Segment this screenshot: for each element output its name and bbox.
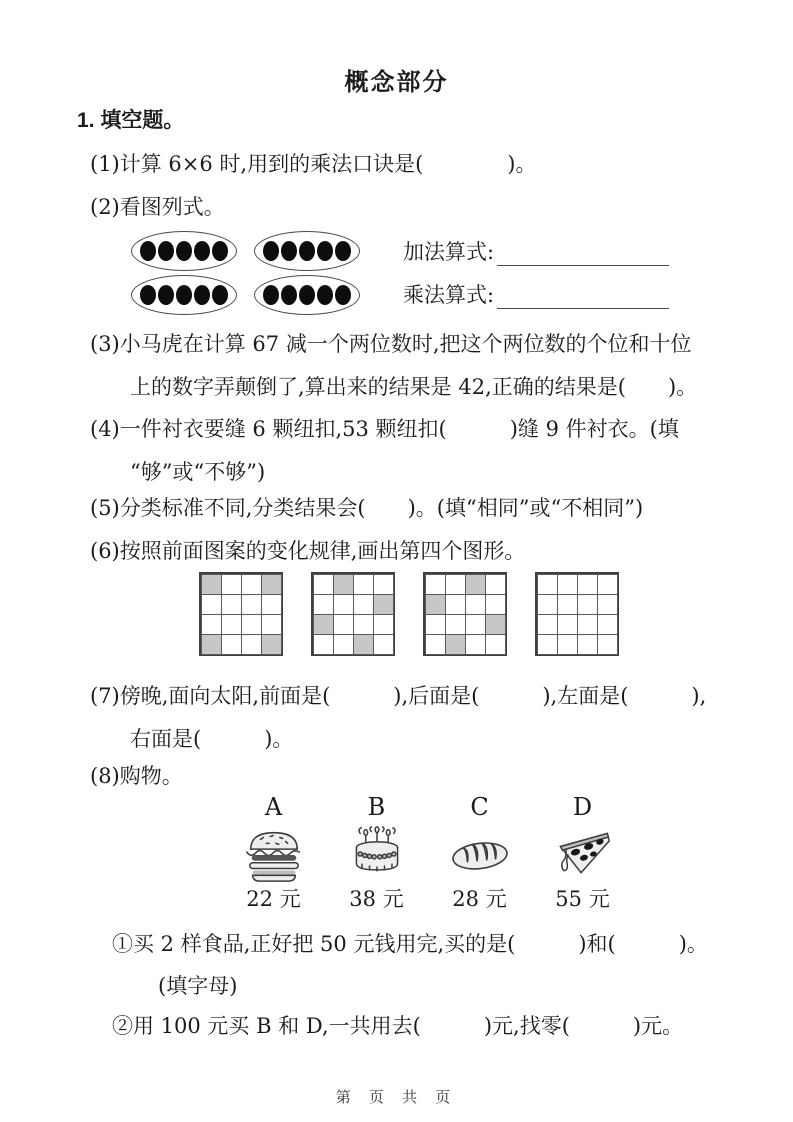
shaded-grid-cell — [425, 594, 446, 615]
grid-cell — [425, 574, 446, 595]
grid-cell — [221, 614, 242, 635]
shaded-grid-cell — [485, 614, 506, 635]
counter-dot — [158, 241, 174, 261]
grid-cell — [333, 634, 354, 655]
food-item — [325, 792, 428, 912]
counter-dot — [140, 241, 156, 261]
cake-icon — [347, 824, 407, 884]
food-price: 38 元 — [349, 887, 404, 911]
grid-cell — [333, 614, 354, 635]
food-letter: C — [470, 793, 489, 821]
dots-figure — [131, 231, 360, 315]
food-letter: A — [264, 793, 283, 821]
foods-row — [222, 792, 634, 912]
counter-dot — [335, 285, 351, 305]
food-price: 28 元 — [452, 887, 507, 911]
pattern-grid — [423, 572, 507, 656]
grid-cell — [313, 594, 334, 615]
food-price: 55 元 — [555, 887, 610, 911]
grid-cell — [201, 594, 222, 615]
counter-dot — [317, 241, 333, 261]
grid-cell — [485, 594, 506, 615]
shaded-grid-cell — [353, 634, 374, 655]
counter-dot — [317, 285, 333, 305]
grid-cell — [557, 634, 578, 655]
grid-cell — [241, 614, 262, 635]
counter-dot — [335, 241, 351, 261]
burger-icon — [243, 824, 305, 884]
grid-cell — [373, 574, 394, 595]
counter-dot — [176, 241, 192, 261]
page-footer: 第 页 共 页 — [335, 1089, 458, 1106]
grid-cell — [241, 574, 262, 595]
section-heading: 1. 填空题。 — [77, 109, 185, 132]
counter-dot — [299, 241, 315, 261]
grid-cell — [261, 614, 282, 635]
shaded-grid-cell — [445, 634, 466, 655]
grid-cell — [221, 574, 242, 595]
counter-dot — [281, 285, 297, 305]
food-item — [531, 792, 634, 912]
addition-answer-blank — [497, 239, 669, 266]
grid-cell — [577, 594, 598, 615]
grid-cell — [353, 614, 374, 635]
grid-cell — [373, 614, 394, 635]
multiplication-answer-blank — [497, 282, 669, 309]
grid-cell — [261, 594, 282, 615]
counter-dot — [158, 285, 174, 305]
grid-cell — [313, 574, 334, 595]
multiplication-equation-label: 乘法算式: — [403, 283, 495, 307]
food-item — [222, 792, 325, 912]
multiplication-equation-row — [403, 281, 669, 309]
grid-cell — [425, 634, 446, 655]
question-8-sub1-line2: (填字母) — [158, 974, 238, 998]
grid-cell — [597, 634, 618, 655]
food-letter: D — [572, 793, 593, 821]
grid-cell — [201, 614, 222, 635]
bread-icon — [448, 824, 512, 884]
shaded-grid-cell — [261, 574, 282, 595]
counter-dot — [140, 285, 156, 305]
grid-cell — [557, 594, 578, 615]
counter-dot — [263, 241, 279, 261]
grid-cell — [425, 614, 446, 635]
grid-cell — [537, 594, 558, 615]
grid-cell — [445, 594, 466, 615]
question-4-line1: (4)一件衬衣要缝 6 颗纽扣,53 颗纽扣( )缝 9 件衬衣。(填 — [90, 417, 679, 441]
counter-dot — [176, 285, 192, 305]
shaded-grid-cell — [201, 634, 222, 655]
grid-cell — [485, 634, 506, 655]
shaded-grid-cell — [333, 574, 354, 595]
grid-cell — [465, 594, 486, 615]
question-5: (5)分类标准不同,分类结果会( )。(填“相同”或“不相同”) — [90, 496, 644, 520]
question-3-line1: (3)小马虎在计算 67 减一个两位数时,把这个两位数的个位和十位 — [90, 332, 692, 356]
grid-cell — [333, 594, 354, 615]
food-price: 22 元 — [246, 887, 301, 911]
counter-dot — [194, 285, 210, 305]
question-7-line2: 右面是( )。 — [130, 727, 294, 751]
pattern-grid — [535, 572, 619, 656]
grid-cell — [577, 634, 598, 655]
grid-cell — [221, 634, 242, 655]
shaded-grid-cell — [313, 614, 334, 635]
dot-group-oval — [131, 231, 237, 271]
grid-cell — [445, 574, 466, 595]
question-6: (6)按照前面图案的变化规律,画出第四个图形。 — [90, 539, 526, 563]
dot-group-oval — [254, 231, 360, 271]
grid-cell — [445, 614, 466, 635]
pattern-grid — [199, 572, 283, 656]
addition-equation-row — [403, 238, 669, 266]
question-3-line2: 上的数字弄颠倒了,算出来的结果是 42,正确的结果是( )。 — [130, 375, 698, 399]
dots-figure-row — [131, 231, 360, 271]
grid-cell — [485, 574, 506, 595]
food-letter: B — [367, 793, 386, 821]
page-title: 概念部分 — [344, 69, 449, 96]
counter-dot — [212, 241, 228, 261]
counter-dot — [281, 241, 297, 261]
addition-equation-label: 加法算式: — [403, 240, 495, 264]
pattern-grids-row — [199, 572, 619, 656]
grid-cell — [373, 634, 394, 655]
question-7-line1: (7)傍晚,面向太阳,前面是( ),后面是( ),左面是( ), — [90, 684, 707, 708]
dot-group-oval — [131, 275, 237, 315]
food-item — [428, 792, 531, 912]
shaded-grid-cell — [261, 634, 282, 655]
pattern-grid — [311, 572, 395, 656]
grid-cell — [557, 574, 578, 595]
counter-dot — [194, 241, 210, 261]
grid-cell — [313, 634, 334, 655]
grid-cell — [221, 594, 242, 615]
grid-cell — [353, 574, 374, 595]
question-8: (8)购物。 — [90, 764, 183, 788]
shaded-grid-cell — [465, 574, 486, 595]
grid-cell — [597, 614, 618, 635]
pizza-icon — [553, 824, 613, 884]
shaded-grid-cell — [373, 594, 394, 615]
counter-dot — [299, 285, 315, 305]
question-4-line2: “够”或“不够”) — [130, 460, 266, 484]
grid-cell — [537, 634, 558, 655]
grid-cell — [557, 614, 578, 635]
grid-cell — [241, 594, 262, 615]
counter-dot — [263, 285, 279, 305]
grid-cell — [465, 614, 486, 635]
shaded-grid-cell — [201, 574, 222, 595]
counter-dot — [212, 285, 228, 305]
grid-cell — [353, 594, 374, 615]
dots-figure-row — [131, 275, 360, 315]
grid-cell — [597, 574, 618, 595]
grid-cell — [537, 574, 558, 595]
grid-cell — [577, 574, 598, 595]
dot-group-oval — [254, 275, 360, 315]
grid-cell — [241, 634, 262, 655]
grid-cell — [577, 614, 598, 635]
grid-cell — [597, 594, 618, 615]
grid-cell — [537, 614, 558, 635]
question-1: (1)计算 6×6 时,用到的乘法口诀是( )。 — [90, 152, 537, 176]
question-8-sub2: ②用 100 元买 B 和 D,一共用去( )元,找零( )元。 — [112, 1014, 684, 1038]
question-2: (2)看图列式。 — [90, 195, 225, 219]
question-8-sub1-line1: ①买 2 样食品,正好把 50 元钱用完,买的是( )和( )。 — [112, 932, 708, 956]
grid-cell — [465, 634, 486, 655]
